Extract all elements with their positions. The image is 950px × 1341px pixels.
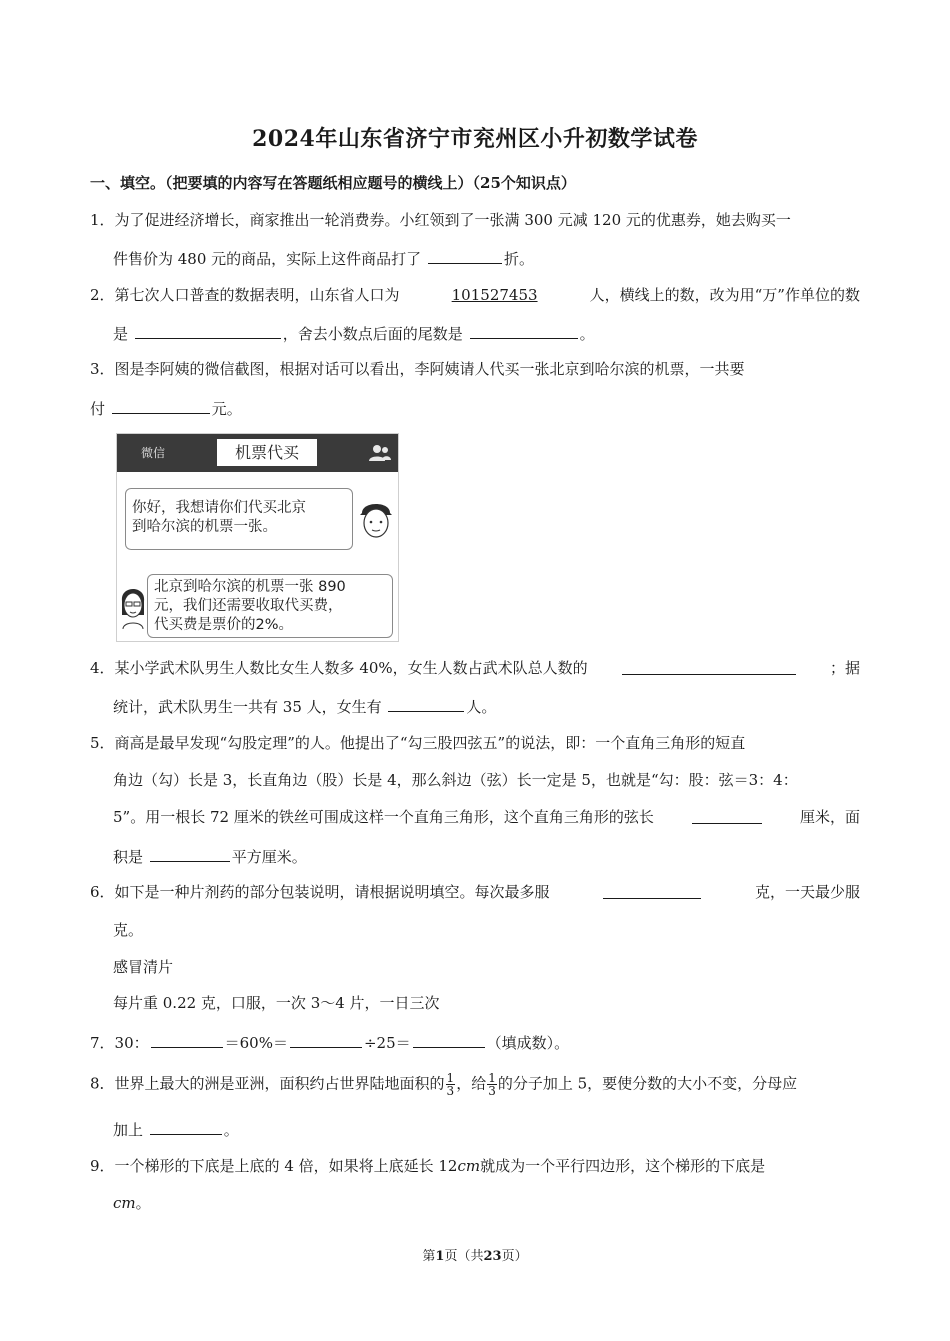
q2-answer-blank-2[interactable] bbox=[470, 322, 578, 339]
q5-line4: 积是 平方厘米。 bbox=[113, 845, 860, 867]
q2-line1: 2．第七次人口普查的数据表明，山东省人口为 101527453 人，横线上的数，改为用“万”作单位的数 bbox=[90, 286, 860, 304]
chat-header-bar bbox=[117, 434, 398, 472]
q8-answer-blank[interactable] bbox=[150, 1118, 222, 1135]
q5-line2: 角边（勾）长是 3，长直角边（股）长是 4，那么斜边（弦）长一定是 5，也就是“勾：股：弦＝3：4： bbox=[113, 771, 798, 789]
q5-line1: 5．商高是最早发现“勾股定理”的人。他提出了“勾三股四弦五”的说法，即：一个直角三角形的短直 bbox=[90, 734, 746, 752]
wechat-screenshot bbox=[116, 433, 399, 642]
q4-answer-blank-1[interactable] bbox=[622, 658, 796, 675]
customer-avatar-icon bbox=[357, 497, 395, 543]
population-number: 101527453 bbox=[451, 286, 538, 304]
q5-answer-blank-2[interactable] bbox=[150, 845, 230, 862]
contacts-icon bbox=[368, 443, 392, 463]
section-heading: 一、填空。（把要填的内容写在答题纸相应题号的横线上）（25个知识点） bbox=[90, 174, 576, 192]
chat-message-1: 你好，我想请你们代买北京 到哈尔滨的机票一张。 bbox=[125, 488, 353, 550]
q1-answer-blank[interactable] bbox=[428, 247, 502, 264]
q7-line: 7．30： ＝60%＝ ÷25＝ （填成数）。 bbox=[90, 1031, 860, 1053]
aunt-li-avatar-icon bbox=[120, 581, 146, 631]
q9-line1: 9．一个梯形的下底是上底的 4 倍，如果将上底延长 12cm就成为一个平行四边形，这个梯形的下底是 bbox=[90, 1157, 766, 1175]
q6-answer-blank[interactable] bbox=[603, 882, 701, 899]
q3-line1: 3．图是李阿姨的微信截图，根据对话可以看出，李阿姨请人代买一张北京到哈尔滨的机票，一共要 bbox=[90, 360, 745, 378]
q3-line2: 付 元。 bbox=[90, 397, 860, 419]
q8-line2: 加上 。 bbox=[113, 1118, 860, 1140]
q4-line1: 4．某小学武术队男生人数比女生人数多 40%，女生人数占武术队总人数的 ；据 bbox=[90, 659, 860, 677]
medicine-name: 感冒清片 bbox=[113, 958, 174, 976]
fraction-one-third: $\frac{1}{3}$ bbox=[446, 1071, 455, 1098]
q4-line2: 统计，武术队男生一共有 35 人，女生有 人。 bbox=[113, 695, 860, 717]
fraction-one-third-2: $\frac{1}{3}$ bbox=[488, 1071, 496, 1098]
q5-answer-blank-1[interactable] bbox=[692, 807, 762, 824]
chat-app-label: 微信 bbox=[141, 446, 166, 460]
page-footer: 第1页（共23页） bbox=[422, 1249, 528, 1264]
q8-line1: 8．世界上最大的洲是亚洲，面积约占世界陆地面积的 $\frac{1}{3}$ ，给 $\frac{1}{3}$ 的分子加上 5，要使分数的大小不变，分母应 bbox=[90, 1071, 798, 1098]
page-total: 23 bbox=[483, 1249, 502, 1264]
q7-answer-blank-1[interactable] bbox=[151, 1031, 223, 1048]
q7-answer-blank-2[interactable] bbox=[290, 1031, 362, 1048]
q1-line2: 件售价为 480 元的商品，实际上这件商品打了 折。 bbox=[113, 247, 860, 269]
q9-line2: cm。 bbox=[113, 1194, 151, 1212]
page-title: 2024年山东省济宁市兖州区小升初数学试卷 bbox=[252, 126, 698, 152]
unit-cm: cm bbox=[457, 1157, 481, 1175]
q6-line1: 6．如下是一种片剂药的部分包装说明，请根据说明填空。每次最多服 克，一天最少服 bbox=[90, 883, 860, 901]
page-number: 1 bbox=[435, 1249, 445, 1264]
medicine-dosage: 每片重 0.22 克，口服，一次 3～4 片，一日三次 bbox=[113, 994, 440, 1012]
q3-answer-blank[interactable] bbox=[112, 397, 210, 414]
q7-answer-blank-3[interactable] bbox=[413, 1031, 485, 1048]
chat-title: 机票代买 bbox=[217, 439, 317, 466]
chat-message-2: 北京到哈尔滨的机票一张 890 元，我们还需要收取代买费， 代买费是票价的2%。 bbox=[147, 574, 393, 638]
q1-line1: 1．为了促进经济增长，商家推出一轮消费券。小红领到了一张满 300 元减 120 元的优惠券，她去购买一 bbox=[90, 211, 791, 229]
q2-line2: 是 ，舍去小数点后面的尾数是 。 bbox=[113, 322, 860, 344]
q2-answer-blank-1[interactable] bbox=[135, 322, 281, 339]
q6-line2: 克。 bbox=[113, 921, 144, 939]
q4-answer-blank-2[interactable] bbox=[388, 695, 464, 712]
q5-line3: 5”。用一根长 72 厘米的铁丝可围成这样一个直角三角形，这个直角三角形的弦长 厘米，面 bbox=[113, 808, 860, 826]
